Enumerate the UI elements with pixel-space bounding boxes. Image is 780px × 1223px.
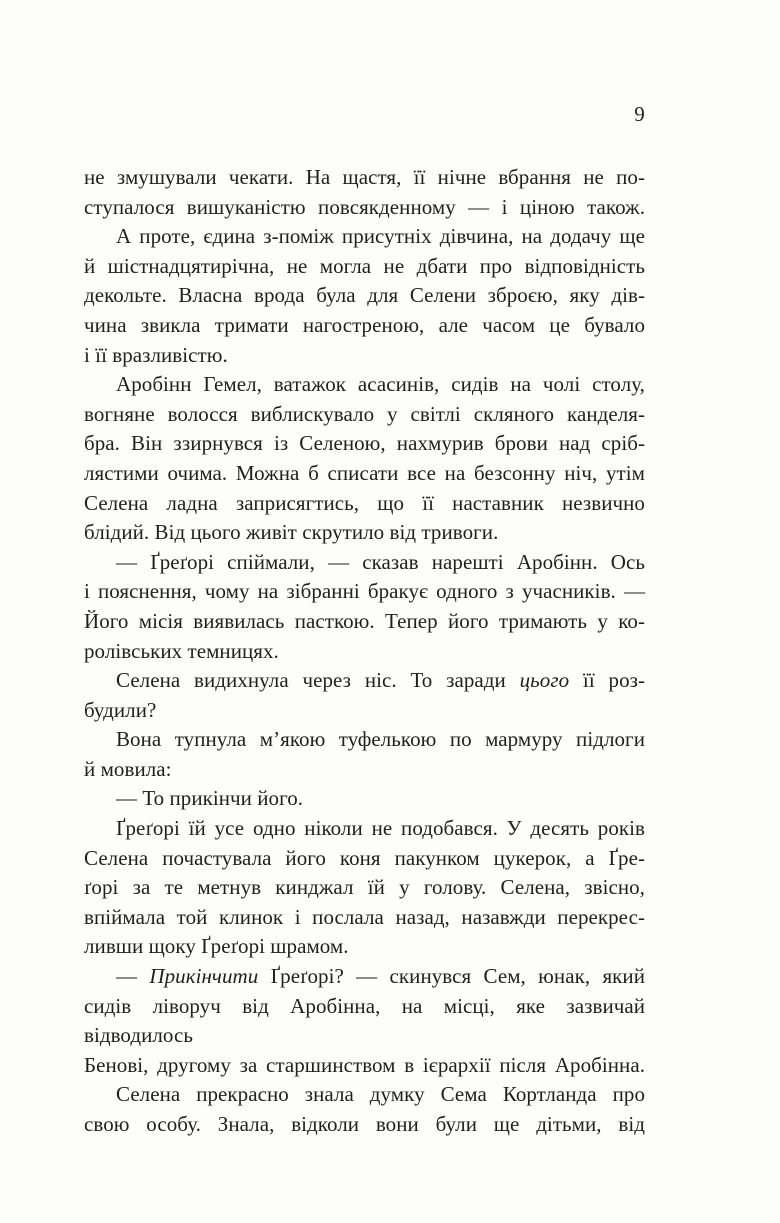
text-segment: Його місія виявилась пасткою. Тепер його тримають у ко- <box>84 608 645 633</box>
text-line <box>84 1110 645 1140</box>
text-segment: Селена видихнула через ніс. То заради <box>116 668 520 693</box>
text-segment: свою особу. Знала, відколи вони були ще дітьми, від <box>84 1112 645 1136</box>
text-segment: ступалося вишуканістю повсякденному — і ціною також. <box>84 194 645 219</box>
text-segment: ґорі за те метнув кинджал їй у голову. Селена, звісно, <box>84 875 645 900</box>
text-segment: блідий. Від цього живіт скрутило від тривоги. <box>84 520 499 545</box>
text-line <box>84 992 645 1051</box>
text-segment: будили? <box>84 697 157 722</box>
text-line <box>84 696 645 726</box>
text-segment: не змушували чекати. На щастя, її нічне вбрання не по- <box>84 165 645 189</box>
text-segment: й шістнадцятирічна, не могла не дбати про відповідність <box>84 253 645 278</box>
text-line <box>84 1080 645 1110</box>
text-segment: — То прикінчи його. <box>116 786 304 811</box>
text-segment: Ґреґорі їй усе одно ніколи не подобався. У десять років <box>116 816 645 841</box>
text-line <box>84 518 645 548</box>
text-line <box>84 281 645 311</box>
text-line <box>84 903 645 933</box>
text-segment: і її вразливістю. <box>84 342 228 367</box>
text-line <box>84 755 645 785</box>
text-line <box>84 725 645 755</box>
text-line <box>84 459 645 489</box>
text-segment: ролівських темницях. <box>84 638 279 663</box>
text-line <box>84 548 645 578</box>
text-line <box>84 193 645 223</box>
page-number: 9 <box>634 102 645 126</box>
text-line <box>84 163 645 193</box>
text-line <box>84 666 645 696</box>
text-segment: Селена почастувала його коня пакунком цукерок, а Ґре- <box>84 845 645 870</box>
text-line <box>84 252 645 282</box>
text-line <box>84 873 645 903</box>
text-segment: Аробінн Гемел, ватажок асасинів, сидів на чолі столу, <box>116 372 645 397</box>
text-segment: — <box>116 964 150 989</box>
text-line <box>84 962 645 992</box>
italic-text-segment: Прикінчити <box>149 964 259 989</box>
text-line <box>84 814 645 844</box>
text-segment: Селена ладна заприсягтись, що її наставник незвично <box>84 490 645 515</box>
text-segment: вогняне волосся виблискувало у світлі скляного канделя- <box>84 401 645 426</box>
text-segment: лястими очима. Можна б списати все на безсонну ніч, утім <box>84 460 645 485</box>
text-segment: чина звикла тримати нагостреною, але часом це бувало <box>84 312 645 337</box>
text-line <box>84 400 645 430</box>
text-line <box>84 607 645 637</box>
text-line <box>84 222 645 252</box>
text-line <box>84 1051 645 1081</box>
text-segment: декольте. Власна врода була для Селени зброєю, яку дів- <box>84 283 645 308</box>
text-segment: бра. Він ззирнувся із Селеною, нахмурив брови над сріб- <box>84 431 645 456</box>
text-segment: Бенові, другому за старшинством в ієрархії після Аробінна. <box>84 1052 645 1077</box>
text-line <box>84 637 645 667</box>
text-segment: Вона тупнула м’якою туфелькою по мармуру підлоги <box>116 727 645 752</box>
text-segment: — Ґреґорі спіймали, — сказав нарешті Аробінн. Ось <box>116 549 645 574</box>
text-line <box>84 932 645 962</box>
text-segment: Ґреґорі? — скинувся Сем, юнак, який <box>258 964 645 989</box>
text-line <box>84 784 645 814</box>
text-segment: сидів ліворуч від Аробінна, на місці, яке зазвичай відводилось <box>84 993 645 1048</box>
text-line <box>84 429 645 459</box>
page-text <box>84 163 645 1140</box>
text-line <box>84 844 645 874</box>
text-line <box>84 311 645 341</box>
text-line <box>84 577 645 607</box>
text-segment: її роз- <box>569 668 646 693</box>
text-segment: Селена прекрасно знала думку Сема Кортланда про <box>116 1082 645 1107</box>
text-line <box>84 341 645 371</box>
text-line <box>84 370 645 400</box>
text-segment: впіймала той клинок і послала назад, назавжди перекрес- <box>84 904 645 929</box>
text-segment: ливши щоку Ґреґорі шрамом. <box>84 934 349 959</box>
italic-text-segment: цього <box>519 668 570 693</box>
text-segment: А проте, єдина з-поміж присутніх дівчина, на додачу ще <box>116 224 645 249</box>
text-line <box>84 489 645 519</box>
text-segment: й мовила: <box>84 756 172 781</box>
text-segment: і пояснення, чому на зібранні бракує одного з учасників. — <box>84 579 645 604</box>
